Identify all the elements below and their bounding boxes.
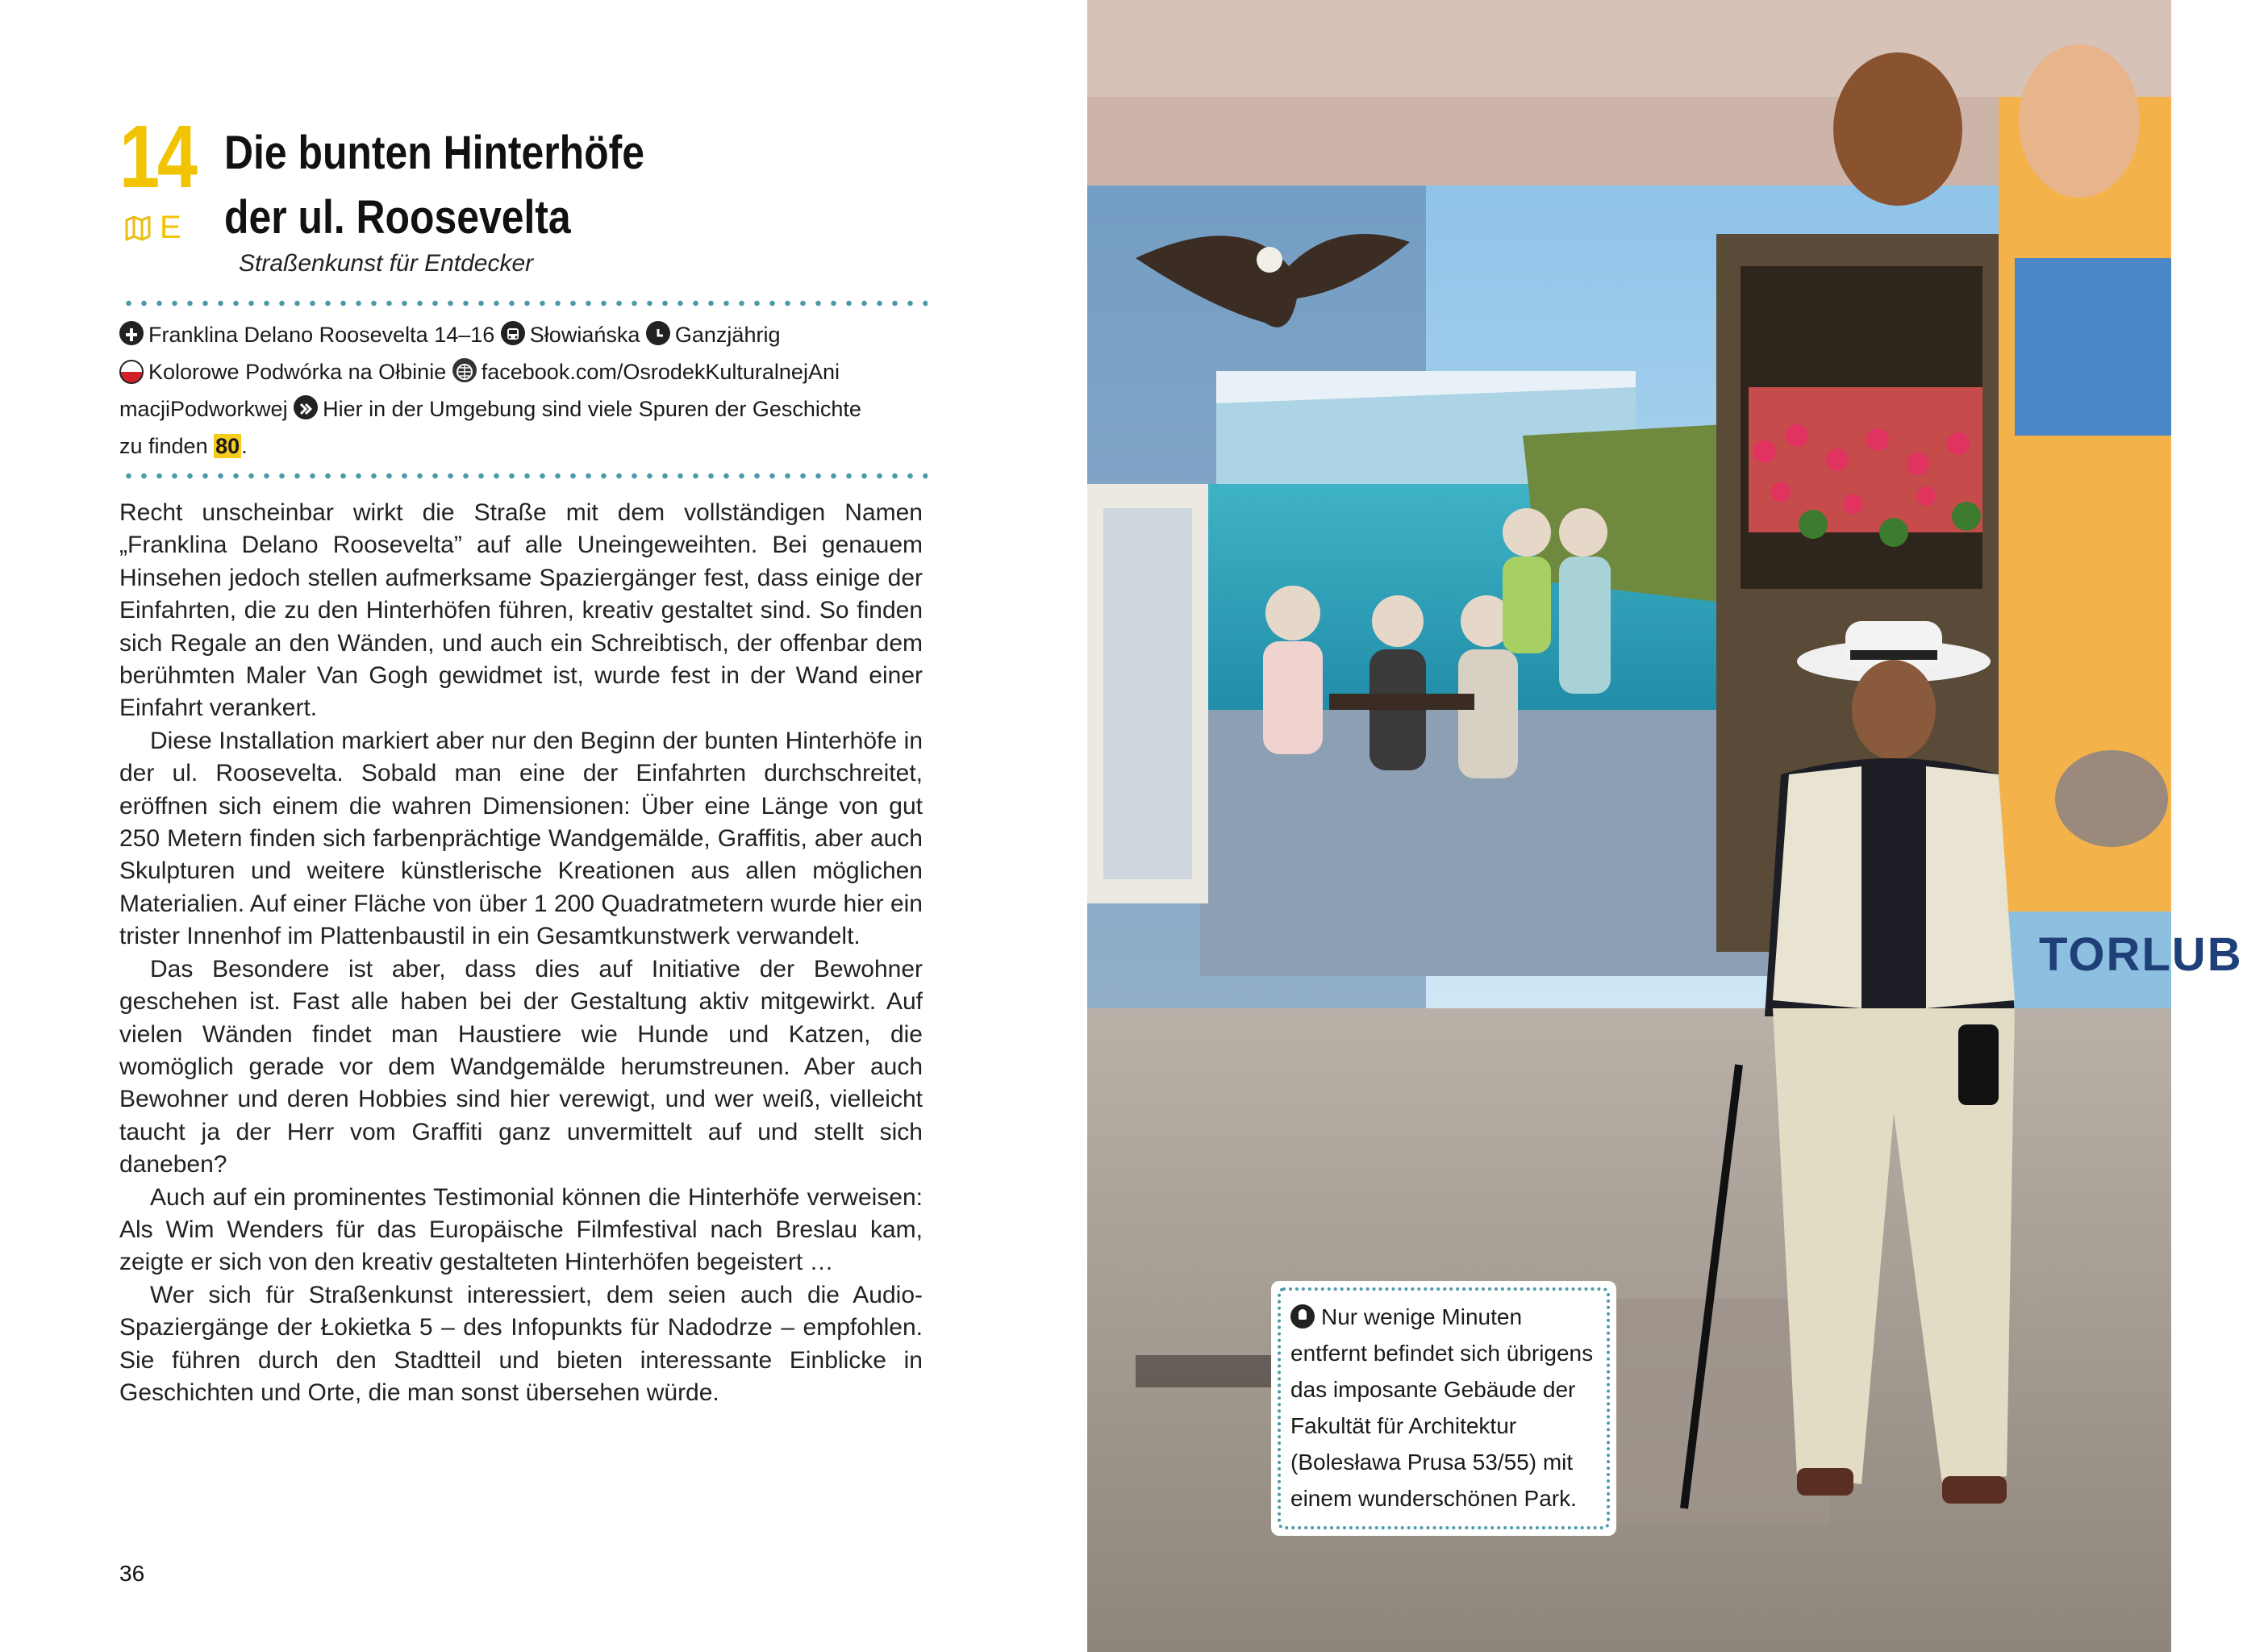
tram-stop: Słowiańska bbox=[529, 323, 640, 347]
globe-icon bbox=[452, 358, 477, 382]
entry-number: 14 bbox=[119, 107, 195, 206]
website-part-1: facebook.com/OsrodekKulturalnejAni bbox=[481, 360, 840, 384]
clock-icon bbox=[646, 321, 670, 345]
street-art-photo bbox=[1087, 0, 2171, 1652]
tip-text: Nur wenige Minuten entfernt befindet sich übrigens das imposante Gebäude der Fakultät für Architektur (Bolesława Prusa 53/55) mit einem wunderschönen Park. bbox=[1290, 1304, 1594, 1511]
left-page bbox=[0, 0, 1087, 1652]
address-pin-icon bbox=[119, 321, 144, 345]
category-letter: E bbox=[160, 210, 181, 245]
paragraph-3: Das Besondere ist aber, dass dies auf Initiative der Bewohner geschehen ist. Fast alle haben bei der Gestaltung aktiv mitgewirkt. Auf vielen Wänden findet man Haustiere wie Hunde und Katzen, die womöglich gerade vor dem Wandgemälde herumstreunen. Aber auch Bewohner und deren Hobbies sind hier verewigt, und wer weiß, vielleicht taucht ja der Herr vom Graffiti ganz unvermittelt auf und stellt sich daneben? bbox=[119, 955, 923, 1179]
paragraph-1: Recht unscheinbar wirkt die Straße mit dem vollständigen Namen „Franklina Delano Roosevelta” auf alle Uneingeweihten. Bei genauem Hinsehen jedoch stellen aufmerksame Spaziergänger fest, dass einige der Einfahrten, die zu den Hinterhöfen führen, kreativ gestaltet sind. So finden sich Regale an den Wänden, und auch ein Schreibtisch, der offenbar dem berühmten Maler Van Gogh gewidmet ist, wurde fest in der Wand einer Einfahrt verankert. bbox=[119, 499, 923, 722]
info-box bbox=[119, 316, 926, 465]
map-icon bbox=[124, 214, 152, 241]
paragraph-4: Auch auf ein prominentes Testimonial können die Hinterhöfe verweisen: Als Wim Wenders für das Europäische Filmfestival nach Breslau kam, zeigte er sich von den kreativ gestalteten Hinterhöfen begeistert … bbox=[119, 1183, 923, 1276]
paragraph-2: Diese Installation markiert aber nur den Beginn der bunten Hinterhöfe in der ul. Roosevelta. Sobald man eine der Einfahrten durchschreitet, eröffnen sich einem die wahren Dimensionen: Über eine Länge von gut 250 Metern finden sich farbenprächtige Wandgemälde, Graffitis, aber auch Skulpturen und weitere künstlerische Kreationen aus allen möglichen Materialien. Auf einer Fläche von über 1 200 Quadratmetern wurde hier ein trister Innenhof im Plattenbaustil in ein Gesamtkunstwerk verwandelt. bbox=[119, 727, 923, 950]
website-part-2: macjiPodworkwej bbox=[119, 397, 288, 421]
nearby-text: Hier in der Umgebung sind viele Spuren der Geschichte bbox=[323, 397, 861, 421]
lightbulb-icon bbox=[1290, 1304, 1315, 1329]
page-number: 36 bbox=[119, 1561, 145, 1586]
nearby-ref-badge[interactable]: 80 bbox=[215, 434, 240, 458]
entry-category bbox=[124, 211, 181, 244]
opening-season: Ganzjährig bbox=[674, 323, 781, 347]
paragraph-5: Wer sich für Straßenkunst interessiert, dem seien auch die Audio-Spaziergänge der Łokietka 5 – des Infopunkts für Nadodrze – empfohlen. Sie führen durch den Stadtteil und bieten interessante Einblicke in Geschichten und Orte, die man sonst übersehen würde. bbox=[119, 1281, 923, 1406]
nearby-suffix: zu finden bbox=[119, 434, 208, 458]
nearby-end: . bbox=[241, 434, 248, 458]
tip-content bbox=[1290, 1299, 1600, 1516]
page-subtitle: Straßenkunst für Entdecker bbox=[239, 250, 534, 277]
polish-flag-icon bbox=[119, 360, 144, 384]
page-title bbox=[224, 121, 723, 250]
right-page bbox=[1087, 0, 2243, 1652]
body-text bbox=[119, 497, 923, 1409]
title-line-1: Die bunten Hinterhöfe bbox=[224, 127, 644, 179]
polish-name: Kolorowe Podwórka na Ołbinie bbox=[148, 360, 447, 384]
title-line-2: der ul. Roosevelta bbox=[224, 191, 571, 244]
divider-top bbox=[121, 300, 928, 307]
forward-arrows-icon bbox=[294, 395, 318, 419]
tram-icon bbox=[501, 321, 525, 345]
tip-box bbox=[1271, 1281, 1616, 1536]
address: Franklina Delano Roosevelta 14–16 bbox=[148, 323, 495, 347]
mural-sign: TORLUB bbox=[2039, 928, 2243, 981]
divider-bottom bbox=[121, 473, 928, 479]
